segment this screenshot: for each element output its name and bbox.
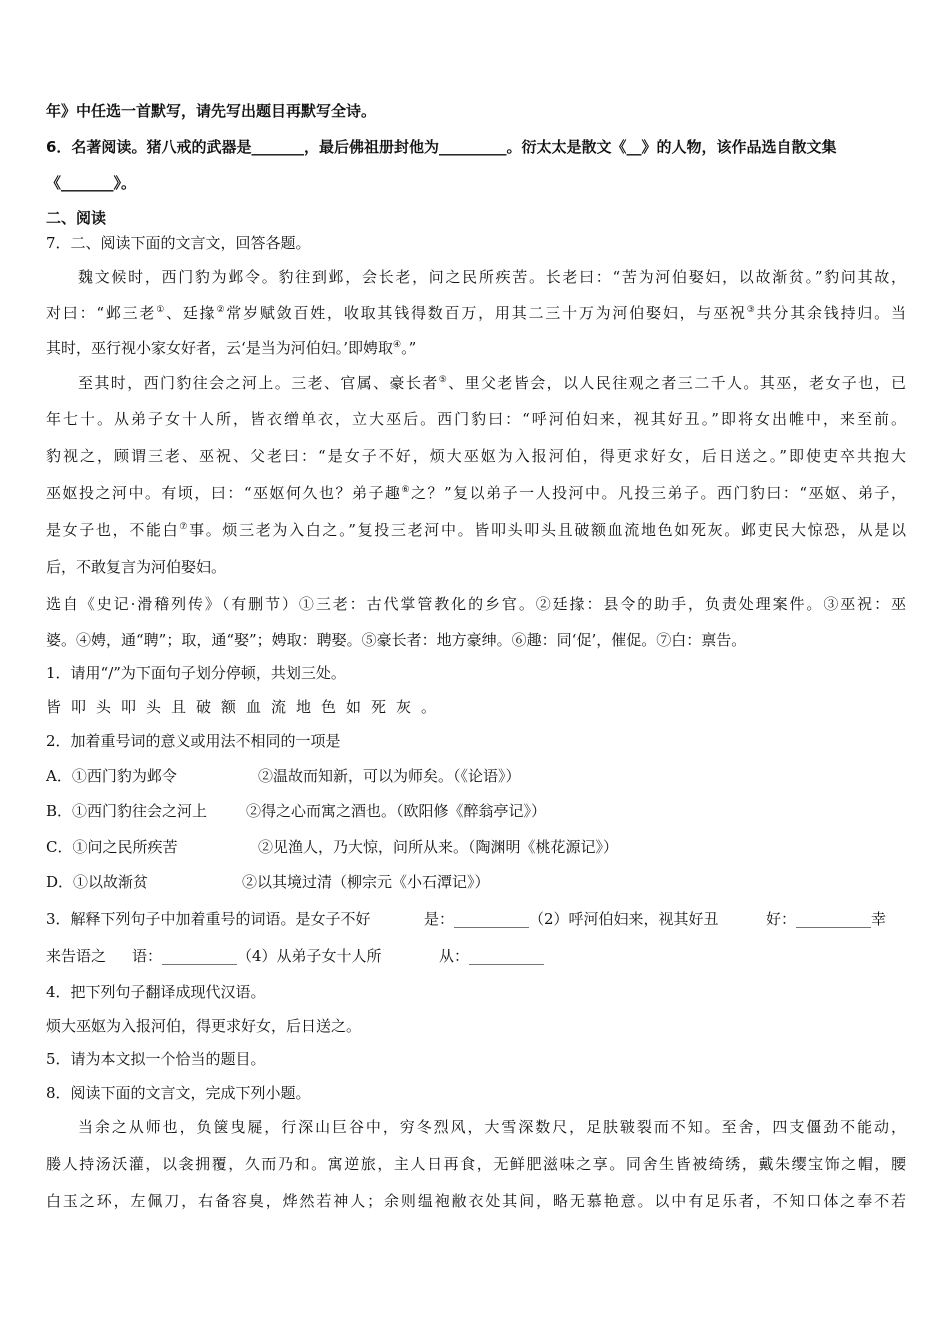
passage1-line: 魏文候时，西门豹为邺令。豹往到邺，会长老，问之民所疾苦。长老曰：“苦为河伯娶妇，以故渐贫。”豹问其故， (78, 268, 906, 286)
subquestion-1: 1．请用“/”为下面句子划分停顿，共划三处。 (46, 664, 346, 682)
q5-tail: 年》中任选一首默写，请先写出题目再默写全诗。 (46, 102, 377, 120)
passage2-line: 当余之从师也，负箧曳屣，行深山巨谷中，穷冬烈风，大雪深数尺，足肤皲裂而不知。至舍，四支僵劲不能动， (78, 1118, 906, 1136)
footnote-mark: ③ (746, 305, 757, 315)
passage1-line (46, 338, 906, 358)
subquestion-5: 5．请为本文拟一个恰当的题目。 (46, 1050, 266, 1068)
footnote-mark: ⑦ (179, 522, 190, 532)
text: 语：__________（4）从弟子女十人所 (132, 947, 382, 965)
footnote-mark: ① (156, 305, 167, 315)
text: 其时，巫行视小家女好者，云‘是当为河伯妇。’即娉取 (46, 339, 394, 357)
text: 是女子也，不能白 (46, 521, 180, 539)
option-label: C．①问之民所疾苦 (46, 838, 178, 856)
subquestion-1-sentence: 皆叩头叩头且破额血流地色如死灰。 (46, 698, 447, 716)
passage1-line: 后，不敢复言为河伯娶妇。 (46, 558, 227, 576)
option-a (46, 766, 906, 786)
passage1-line (46, 303, 906, 323)
passage1-line: 豹视之，顾谓三老、巫祝、父老曰：“是女子不好，烦大巫妪为入报河伯，得更求好女，后日送之。”即使吏卒共抱大 (46, 447, 906, 465)
text: 来告语之 (46, 947, 107, 965)
text: 从：__________ (439, 947, 545, 965)
text: 、里父老皆会，以人民往观之者三二千人。其巫，老女子也，已 (448, 374, 906, 392)
text: 事。烦三老为入白之。”复投三老河中。皆叩头叩头且破额血流地色如死灰。邺吏民大惊恐，从是以 (189, 521, 906, 539)
text: 好：__________幸 (766, 910, 887, 928)
text: 对曰：“邺三老 (46, 304, 157, 322)
text: 3．解释下列句子中加着重号的词语。是女子不好 (46, 910, 371, 928)
text: 。” (401, 339, 417, 357)
option-right: ②见渔人，乃大惊，问所从来。（陶渊明《桃花源记》） (258, 838, 619, 856)
text: 共分其余钱持归。当 (756, 304, 906, 322)
option-label: D．①以故渐贫 (46, 873, 149, 891)
option-right: ②以其境过清（柳宗元《小石潭记》） (242, 873, 490, 891)
subquestion-2: 2．加着重号词的意义或用法不相同的一项是 (46, 732, 341, 750)
text: 之？”复以弟子一人投河中。凡投三弟子。西门豹曰：“巫妪、弟子， (411, 484, 907, 502)
option-right: ②得之心而寓之酒也。（欧阳修《醉翁亭记》） (246, 802, 547, 820)
footnote-mark: ⑥ (401, 485, 411, 495)
question-8-intro: 8．阅读下面的文言文，完成下列小题。 (46, 1084, 311, 1102)
subquestion-4-sentence: 烦大巫妪为入报河伯，得更求好女，后日送之。 (46, 1017, 362, 1035)
subquestion-3 (46, 909, 906, 929)
question-7-intro: 7．二、阅读下面的文言文，回答各题。 (46, 234, 311, 252)
option-label: B．①西门豹往会之河上 (46, 802, 208, 820)
subquestion-3-cont (46, 946, 906, 966)
source-notes: 选自《史记·滑稽列传》（有删节）①三老：古代掌管教化的乡官。②廷掾：县令的助手，负责处理案件。③巫祝：巫 (46, 595, 906, 613)
option-b (46, 801, 906, 821)
question-6-line2: 《_______》。 (46, 174, 137, 192)
option-label: A．①西门豹为邺令 (46, 767, 177, 785)
passage2-line: 白玉之环，左佩刀，右备容臭，烨然若神人；余则缊袍敝衣处其间，略无慕艳意。以中有足乐者，不知口体之奉不若 (46, 1192, 906, 1210)
section-title-reading: 二、阅读 (46, 209, 107, 227)
passage1-line (46, 483, 906, 503)
question-6-line1: 6．名著阅读。猪八戒的武器是_______，最后佛祖册封他为_________。衍太太是散文《__》的人物，该作品选自散文集 (46, 138, 837, 156)
passage2-line: 媵人持汤沃灌，以衾拥覆，久而乃和。寓逆旅，主人日再食，无鲜肥滋味之享。同舍生皆被绮绣，戴朱缨宝饰之帽，腰 (46, 1155, 906, 1173)
subquestion-4: 4．把下列句子翻译成现代汉语。 (46, 983, 266, 1001)
passage1-line: 年七十。从弟子女十人所，皆衣缯单衣，立大巫后。西门豹曰：“呼河伯妇来，视其好丑。”即将女出帷中，来至前。 (46, 410, 906, 428)
text: 巫妪投之河中。有顷，曰：“巫妪何久也？弟子趣 (46, 484, 402, 502)
passage1-line (46, 520, 906, 540)
footnote-mark: ② (216, 305, 227, 315)
footnote-mark: ④ (393, 340, 402, 350)
source-notes: 婆。④娉，通“聘”；取，通“娶”；娉取：聘娶。⑤豪长者：地方豪绅。⑥趣：同‘促’，催促。⑦白：禀告。 (46, 631, 747, 649)
option-d (46, 872, 906, 892)
option-right: ②温故而知新，可以为师矣。（《论语》） (258, 767, 521, 785)
text: 、廷掾 (166, 304, 217, 322)
text: 是：__________（2）呼河伯妇来，视其好丑 (424, 910, 719, 928)
text: 常岁赋敛百姓，收取其钱得数百万，用其二三十万为河伯娶妇，与巫祝 (226, 304, 747, 322)
passage1-line (78, 373, 906, 393)
text: 至其时，西门豹往会之河上。三老、官属、豪长者 (78, 374, 439, 392)
option-c (46, 837, 906, 857)
footnote-mark: ⑤ (438, 375, 449, 385)
